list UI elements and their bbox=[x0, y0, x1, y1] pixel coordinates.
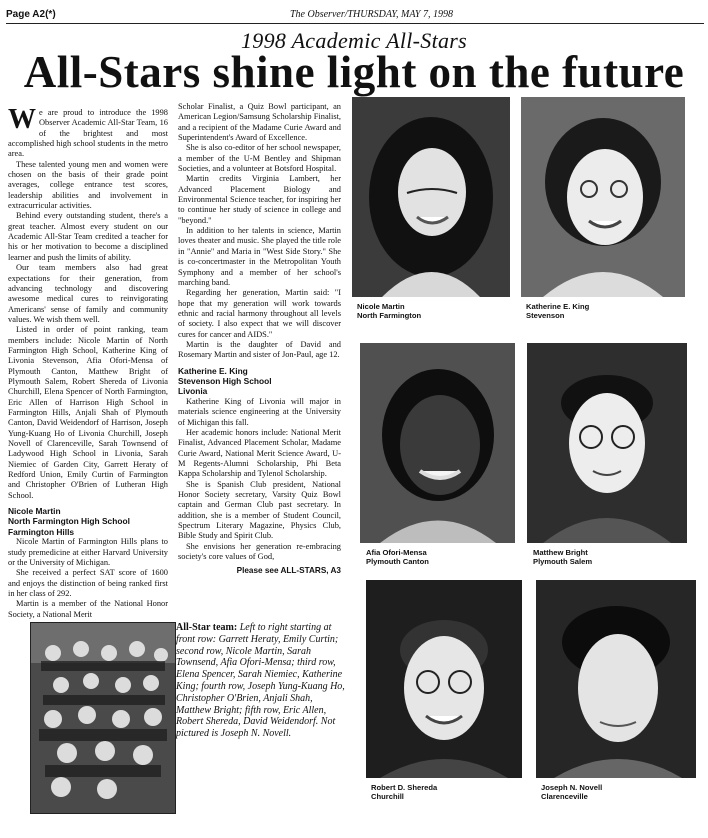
caption-name: Nicole Martin bbox=[357, 302, 405, 311]
student-subhead bbox=[8, 506, 168, 537]
caption-name: Afia Ofori-Mensa bbox=[366, 548, 427, 557]
portrait-photo-nicole-martin bbox=[352, 97, 510, 297]
portrait-photo-joseph-novell bbox=[536, 580, 696, 778]
caption-name: Joseph N. Novell bbox=[541, 783, 603, 792]
drop-cap: W bbox=[8, 104, 36, 135]
portrait-photo-katherine-king bbox=[521, 97, 685, 297]
subhead-name: Nicole Martin bbox=[8, 506, 61, 517]
photo-caption bbox=[533, 548, 592, 566]
caption-name: Katherine E. King bbox=[526, 302, 590, 311]
section-kicker: 1998 Academic All-Stars bbox=[240, 28, 468, 53]
subhead-school: Stevenson High School bbox=[178, 376, 272, 386]
paragraph: She envisions her generation re-embracing society's core values of God, bbox=[178, 541, 341, 561]
paragraph: Martin is a member of the National Honor Society, a National Merit bbox=[8, 599, 168, 619]
paragraph: Martin credits Virginia Lambert, her Advanced Placement Biology and Environmental Science teacher, for inspiring her to continue her study of science in college and "beyond." bbox=[178, 174, 341, 225]
caption-school: Stevenson bbox=[526, 311, 565, 320]
portrait-photo-robert-shereda bbox=[366, 580, 522, 778]
photo-caption bbox=[526, 302, 589, 320]
paragraph: She is Spanish Club president, National Honor Society secretary, Varsity Quiz Bowl captain and German Club past secretary. In addition, she is a member of Student Council, Spectrum Literary Magazine, Physics Club, Bible Study and Spirit Club. bbox=[178, 479, 341, 541]
paragraph: In addition to her talents in science, Martin loves theater and music. She played the title role in "Annie" and Maria in "West Side Story." She is co-concertmaster in the Metropolitan Youth Symphony and a member of her school's marching band. bbox=[178, 226, 341, 287]
continued-jump-line: Please see ALL-STARS, A3 bbox=[236, 566, 341, 576]
paragraph: Behind every outstanding student, there's a great teacher. Almost every student on our Academic All-Star Team credited a teacher for his or her motivation to become a disciplined learner and push the limits of ability. bbox=[8, 211, 168, 262]
photo-caption bbox=[371, 783, 437, 801]
caption-name: Matthew Bright bbox=[533, 548, 588, 557]
portrait-photo-matthew-bright bbox=[527, 343, 687, 543]
paragraph: Our team members also had great expectations for their generation, from advancing technology and discovering awesome medical cures to reinvigorating Americans' sense of family and community values. We wish them well. bbox=[8, 263, 168, 324]
caption-school: Plymouth Canton bbox=[366, 557, 429, 566]
portrait-photo-afia-ofori-mensa bbox=[360, 343, 515, 543]
subhead-city: Farmington Hills bbox=[8, 526, 75, 537]
caption-lead: All-Star team: bbox=[176, 622, 238, 633]
caption-school: Churchill bbox=[371, 792, 404, 801]
group-photo bbox=[30, 622, 176, 814]
paragraph: Scholar Finalist, a Quiz Bowl participant, an American Legion/Samsung Scholarship Finalist, and a recipient of the Madame Curie Award and Superintendent's Award of Excellence. bbox=[178, 102, 341, 143]
top-rule bbox=[6, 23, 704, 24]
subhead-city: Livonia bbox=[178, 386, 208, 397]
caption-text: Left to right starting at front row: Garrett Heraty, Emily Curtin; second row, Nicole Martin, Sarah Townsend, Afia Ofori-Mensa; third row, Elena Spencer, Sarah Niemiec, Katherine King; fourth row, Joseph Yung-Kuang Ho, Christopher O'Brien, Anjali Shah, Matthew Bright; fifth row, Eric Allen, Robert Shereda, David Weidendorf. Not pictured is Joseph N. Novell. bbox=[176, 622, 345, 740]
dateline: The Observer/THURSDAY, MAY 7, 1998 bbox=[290, 9, 453, 20]
caption-school: Clarenceville bbox=[541, 792, 588, 801]
article-column-2 bbox=[178, 102, 341, 577]
caption-school: North Farmington bbox=[357, 311, 422, 320]
caption-name: Robert D. Shereda bbox=[371, 783, 438, 792]
photo-caption bbox=[366, 548, 429, 566]
photo-caption bbox=[541, 783, 602, 801]
paragraph: Katherine King of Livonia will major in materials science engineering at the University of Michigan this fall. bbox=[178, 396, 341, 427]
paragraph: Her academic honors include: National Merit Finalist, Advanced Placement Scholar, Madame Curie Award, National Merit Science Award, U-M Regents-Alumni Scholarship, Phi Beta Kappa Scholarship and Tylenol Scholarship. bbox=[178, 427, 341, 479]
paragraph: Nicole Martin of Farmington Hills plans to study premedicine at either Harvard University or the University of Michigan. bbox=[8, 537, 168, 567]
paragraph: Listed in order of point ranking, team members include: Nicole Martin of North Farmington High School, Katherine King of Livonia Stevenson, Afia Ofori-Mensa of Plymouth Canton, Matthew Bright of Plymouth Salem, Robert Shereda of Livonia Churchill, Elena Spencer of North Farmington, Eric Allen of Harrison High School in Farmington Hills, Anjali Shah of Plymouth Canton, David Weidendorf of Harrison, Joseph Yung-Kuang Ho of Livonia Churchill, Joseph Novell of Clarenceville, Sarah Townsend of Ladywood High School in Livonia, Sarah Niemiec of Garden City, Garrett Heraty of Redford Union, Emily Curtin of Farmington and Christopher O'Brien of Lutheran High School. bbox=[8, 325, 168, 500]
paragraph: Regarding her generation, Martin said: "I hope that my generation will work towards ethnic and racial harmony throughout all levels of society. I also expect that we will discover cures for cancer and AIDS." bbox=[178, 288, 341, 339]
headline: All-Stars shine light on the future bbox=[23, 47, 685, 97]
caption-school: Plymouth Salem bbox=[533, 557, 593, 566]
group-photo-caption bbox=[176, 622, 348, 740]
paragraph: These talented young men and women were chosen on the basis of their grade point averages, college entrance test scores, leadership abilities and involvement in extracurricular activities. bbox=[8, 159, 168, 211]
subhead-name: Katherine E. King bbox=[178, 365, 248, 376]
intro-text: e are proud to introduce the 1998 Observer Academic All-Star Team, 16 of the brightest and most accomplished high school students in the metro area. bbox=[8, 108, 168, 159]
subhead-school: North Farmington High School bbox=[8, 516, 130, 527]
article-column-1 bbox=[8, 104, 168, 620]
student-subhead bbox=[178, 366, 341, 397]
paragraph: Martin is the daughter of David and Rosemary Martin and sister of Jon-Paul, age 12. bbox=[178, 339, 341, 360]
paragraph: She is also co-editor of her school newspaper, a member of the U-M Bentley and Shipman Societies, and a volunteer at Botsford Hospital. bbox=[178, 143, 341, 174]
photo-caption bbox=[357, 302, 421, 320]
page-number: Page A2(*) bbox=[6, 9, 56, 20]
paragraph: She received a perfect SAT score of 1600 and enjoys the distinction of being ranked first in her class of 292. bbox=[8, 568, 168, 598]
